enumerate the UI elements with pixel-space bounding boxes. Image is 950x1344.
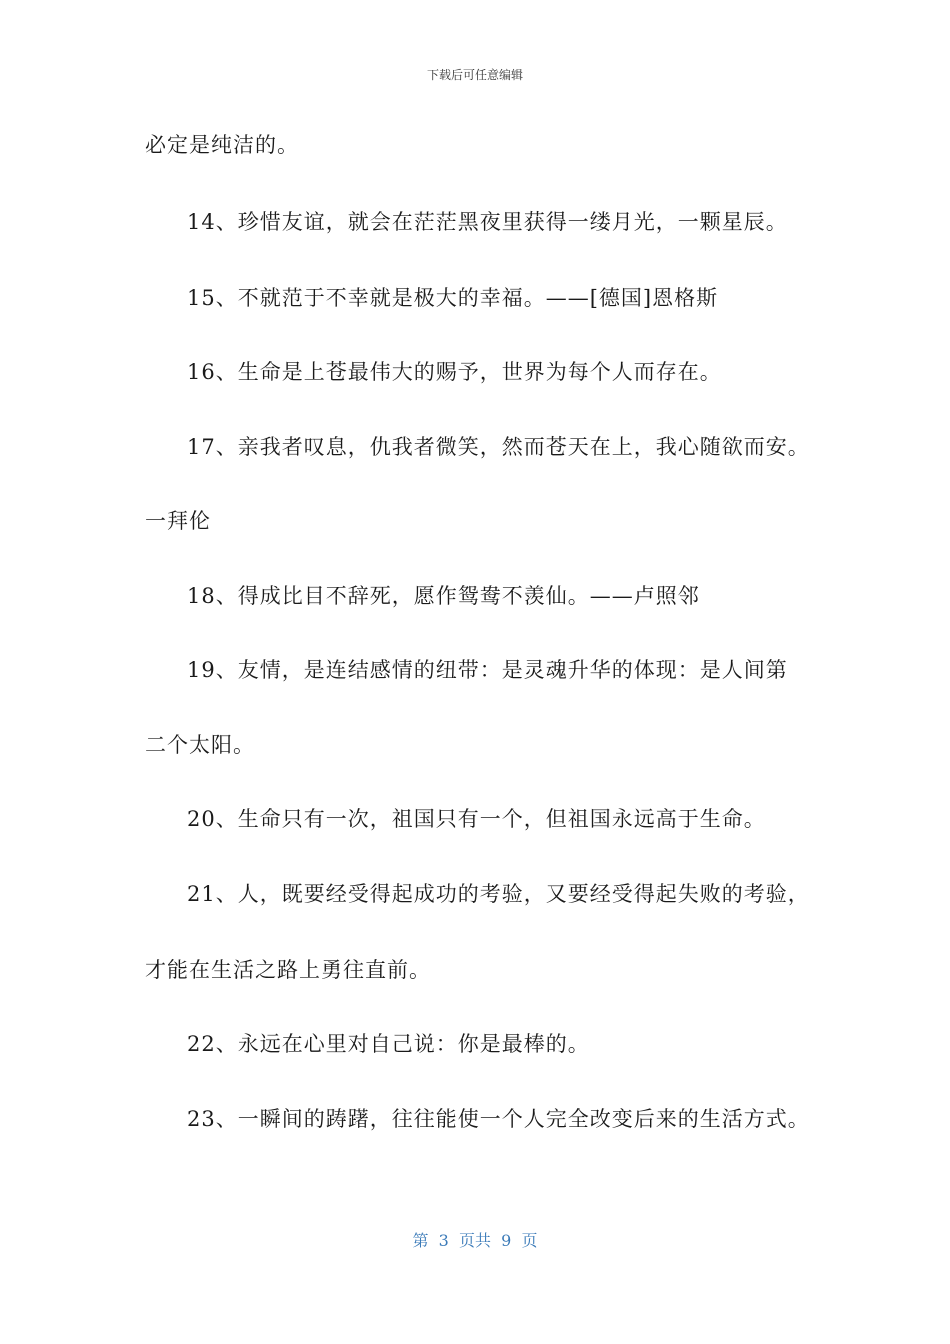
text-line: 22、永远在心里对自己说：你是最棒的。 [187, 1032, 590, 1056]
text-line: 16、生命是上苍最伟大的赐予，世界为每个人而存在。 [187, 360, 722, 384]
text-line: 二个太阳。 [145, 733, 255, 757]
text-line: 一拜伦 [145, 509, 211, 533]
page-number-footer: 第 3 页共 9 页 [412, 1231, 538, 1250]
text-line: 14、珍惜友谊，就会在茫茫黑夜里获得一缕月光，一颗星辰。 [187, 210, 788, 234]
text-line: 20、生命只有一次，祖国只有一个，但祖国永远高于生命。 [187, 807, 766, 831]
text-line: 18、得成比目不辞死，愿作鸳鸯不羡仙。——卢照邻 [187, 584, 700, 608]
text-line: 23、一瞬间的踌躇，往往能使一个人完全改变后来的生活方式。 [187, 1107, 810, 1131]
text-line: 必定是纯洁的。 [145, 133, 299, 157]
text-line: 17、亲我者叹息，仇我者微笑，然而苍天在上，我心随欲而安。 [187, 435, 810, 459]
text-line: 15、不就范于不幸就是极大的幸福。——[德国]恩格斯 [187, 286, 719, 310]
text-line: 才能在生活之路上勇往直前。 [145, 958, 431, 982]
text-line: 19、友情，是连结感情的纽带：是灵魂升华的体现：是人间第 [187, 658, 788, 682]
page-header: 下载后可任意编辑 [426, 68, 523, 82]
text-line: 21、人，既要经受得起成功的考验，又要经受得起失败的考验， [187, 882, 810, 906]
